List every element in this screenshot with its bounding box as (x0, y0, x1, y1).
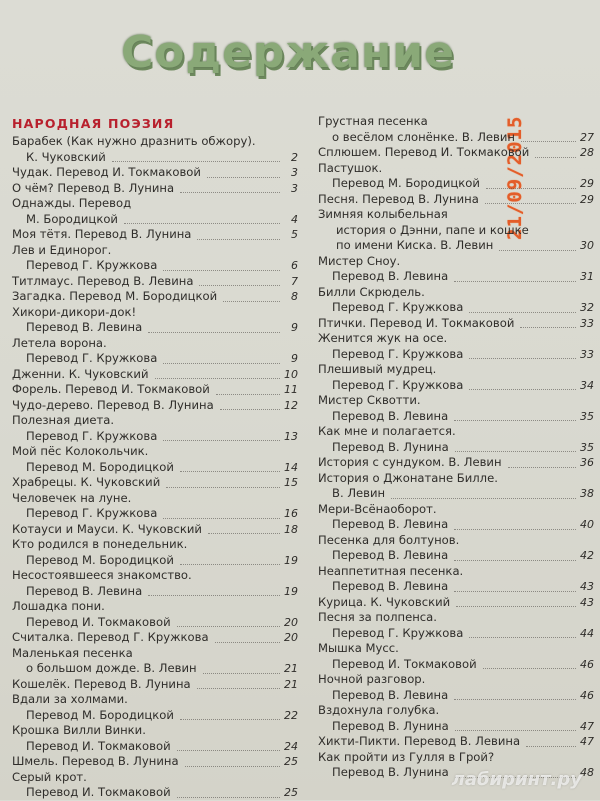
toc-entry (12, 770, 298, 786)
toc-page-number: 42 (580, 549, 594, 562)
toc-entry-title: Грустная песенка (318, 114, 428, 128)
toc-entry (318, 300, 594, 316)
toc-entry-title: Шмель. Перевод В. Лунина (12, 754, 179, 768)
toc-entry (318, 455, 594, 471)
leader-dots (180, 190, 280, 193)
toc-page-number: 14 (284, 460, 298, 474)
toc-entry-title: Перевод В. Левина (332, 517, 449, 531)
leader-dots (223, 299, 280, 302)
toc-entry-title: Перевод Г. Кружкова (26, 258, 158, 272)
toc-entry (318, 362, 594, 378)
leader-dots (185, 764, 280, 767)
toc-entry (318, 254, 594, 270)
toc-page-number: 46 (580, 688, 594, 702)
leader-dots (163, 361, 280, 364)
toc-entry (12, 785, 298, 801)
toc-entry (318, 192, 594, 208)
toc-entry-title: В. Левин (332, 486, 386, 500)
toc-page-number: 12 (284, 398, 298, 412)
toc-entry-title: Однажды. Перевод (12, 196, 132, 210)
leader-dots (180, 469, 280, 472)
toc-entry (12, 537, 298, 553)
toc-entry (12, 150, 298, 166)
toc-page-number: 6 (291, 259, 298, 272)
toc-page-number: 47 (580, 735, 594, 748)
toc-entry-title: Перевод И. Токмаковой (26, 614, 171, 629)
toc-entry (12, 661, 298, 677)
toc-page-number: 18 (284, 522, 298, 536)
toc-entry-title: Форель. Перевод И. Токмаковой (12, 382, 210, 396)
leader-dots (469, 635, 576, 638)
leader-dots (163, 516, 280, 519)
toc-page-number: 3 (291, 181, 298, 195)
toc-entry (318, 393, 594, 409)
toc-entry (12, 134, 298, 150)
toc-entry (318, 424, 594, 440)
toc-entry-title: Перевод М. Бородицкой (26, 459, 174, 474)
toc-page-number: 10 (284, 367, 298, 381)
toc-entry-title: Летела ворона. (12, 335, 107, 350)
toc-entry (12, 599, 298, 615)
toc-entry (318, 688, 594, 704)
toc-entry-title: Храбрецы. К. Чуковский (12, 475, 161, 489)
toc-entry (318, 331, 594, 347)
toc-page-number: 9 (291, 352, 298, 365)
leader-dots (508, 465, 576, 468)
toc-entry (12, 181, 298, 197)
leader-dots (486, 186, 576, 189)
toc-entry-title: Перевод М. Бородицкой (332, 176, 480, 190)
toc-entry (318, 161, 594, 177)
toc-entry (318, 285, 594, 301)
toc-page-number: 38 (580, 487, 594, 500)
toc-entry-title: Несостоявшееся знакомство. (12, 568, 192, 582)
toc-entry-title: Пастушок. (318, 160, 383, 175)
toc-entry-title: Серый крот. (12, 769, 87, 784)
toc-page-number: 5 (291, 228, 298, 241)
toc-page-number: 48 (580, 766, 594, 779)
toc-entry-title: Сплюшем. Перевод И. Токмаковой (318, 145, 530, 159)
leader-dots (148, 330, 280, 333)
toc-entry (318, 641, 594, 657)
leader-dots (485, 201, 576, 204)
leader-dots (521, 139, 576, 142)
leader-dots (203, 671, 280, 674)
toc-entry-title: Зимняя колыбельная (318, 207, 448, 221)
toc-left-column (12, 114, 298, 801)
toc-entry (318, 657, 594, 673)
toc-page-number: 13 (284, 429, 298, 443)
toc-entry-title: Моя тётя. Перевод В. Лунина (12, 227, 192, 241)
leader-dots (520, 325, 576, 328)
toc-entry-title: Вздохнула голубка. (318, 703, 440, 717)
leader-dots (216, 392, 280, 395)
leader-dots (454, 418, 576, 421)
leader-dots (155, 376, 280, 379)
toc-entry (318, 502, 594, 518)
toc-entry (12, 336, 298, 352)
toc-entry (318, 486, 594, 502)
toc-entry (12, 398, 298, 414)
leader-dots (469, 356, 576, 359)
toc-entry-title: Перевод В. Лунина (332, 439, 449, 454)
leader-dots (526, 744, 576, 747)
toc-entry (318, 471, 594, 487)
toc-entry (318, 378, 594, 394)
toc-entry-title: Титлмаус. Перевод В. Левина (12, 273, 194, 288)
leader-dots (148, 593, 280, 596)
toc-page-number: 43 (580, 580, 594, 593)
toc-entry (12, 305, 298, 321)
toc-entry-title: Перевод В. Левина (332, 687, 449, 702)
toc-right-column (318, 114, 594, 781)
toc-entry-title: Перевод В. Левина (332, 548, 449, 562)
toc-entry-title: Перевод И. Токмаковой (26, 785, 171, 799)
leader-dots (177, 624, 280, 627)
toc-entry-title: Загадка. Перевод М. Бородицкой (12, 289, 218, 303)
toc-page-number: 34 (580, 378, 594, 392)
leader-dots (535, 155, 576, 158)
toc-entry (12, 568, 298, 584)
toc-entry-title: Перевод В. Левина (332, 579, 449, 593)
toc-entry (318, 176, 594, 192)
toc-entry-title: Мистер Сквотти. (318, 393, 421, 407)
toc-page-number: 28 (580, 146, 594, 159)
toc-page-number: 15 (284, 476, 298, 489)
toc-entry (318, 750, 594, 766)
toc-entry-title: по имени Киска. В. Левин (336, 238, 494, 252)
toc-entry-title: Хикори-дикори-док! (12, 304, 137, 319)
toc-entry-title: Считалка. Перевод Г. Кружкова (12, 630, 209, 644)
toc-entry (318, 130, 594, 146)
toc-entry-title: Крошка Вилли Винки. (12, 723, 146, 737)
toc-page-number: 25 (284, 755, 298, 768)
toc-entry-title: Перевод В. Лунина (332, 765, 449, 779)
leader-dots (180, 562, 280, 565)
toc-entry (318, 672, 594, 688)
toc-entry (12, 584, 298, 600)
toc-entry (318, 238, 594, 254)
toc-entry (12, 723, 298, 739)
toc-page-number: 20 (284, 615, 298, 629)
toc-list-right (318, 114, 594, 781)
toc-page-number: 21 (284, 662, 298, 675)
toc-page-number: 36 (580, 456, 594, 469)
leader-dots (197, 686, 280, 689)
leader-dots (454, 697, 576, 700)
toc-entry-title: Перевод Г. Кружкова (26, 351, 158, 365)
toc-entry-title: Перевод И. Токмаковой (332, 656, 477, 671)
toc-entry (318, 440, 594, 456)
toc-page-number: 30 (580, 239, 594, 252)
toc-entry (318, 114, 594, 130)
toc-entry (12, 367, 298, 383)
toc-page-number: 21 (284, 677, 298, 691)
toc-entry (12, 692, 298, 708)
toc-entry (12, 630, 298, 646)
toc-entry-title: о большом дожде. В. Левин (26, 661, 197, 675)
toc-page-number: 25 (284, 786, 298, 799)
toc-entry-title: Птички. Перевод И. Токмаковой (318, 315, 515, 330)
toc-page-number: 19 (284, 584, 298, 598)
toc-entry-title: Курица. К. Чуковский (318, 594, 451, 609)
toc-entry (12, 351, 298, 367)
toc-entry (12, 522, 298, 538)
toc-entry-title: Женится жук на осе. (318, 331, 448, 345)
toc-entry-title: Перевод И. Токмаковой (26, 738, 171, 753)
toc-entry-title: Мышка Мусс. (318, 641, 399, 655)
toc-entry-title: Перевод В. Лунина (332, 718, 449, 733)
leader-dots (499, 248, 576, 251)
leader-dots (454, 527, 576, 530)
toc-page-number: 20 (284, 631, 298, 644)
toc-entry-title: М. Бородицкой (26, 211, 118, 226)
toc-entry (318, 703, 594, 719)
toc-entry-title: Мистер Сноу. (318, 253, 401, 268)
toc-entry-title: Перевод Г. Кружкова (332, 377, 464, 392)
toc-entry (12, 258, 298, 274)
leader-dots (208, 531, 280, 534)
toc-page-number: 4 (291, 212, 298, 226)
leader-dots (454, 589, 576, 592)
toc-entry-title: Перевод М. Бородицкой (26, 707, 174, 722)
toc-page-number: 8 (291, 290, 298, 303)
leader-dots (455, 728, 576, 731)
toc-page-number: 46 (580, 657, 594, 671)
toc-page-number: 29 (580, 177, 594, 190)
toc-page-number: 31 (580, 270, 594, 283)
toc-entry (318, 548, 594, 564)
toc-entry-title: Перевод Г. Кружкова (26, 506, 158, 520)
toc-entry (318, 409, 594, 425)
toc-entry-title: Барабек (Как нужно дразнить обжору). (12, 134, 256, 148)
toc-entry-title: Котауси и Мауси. К. Чуковский (12, 521, 202, 536)
toc-entry-title: История с сундуком. В. Левин (318, 455, 502, 469)
leader-dots (163, 268, 280, 271)
toc-entry (12, 754, 298, 770)
toc-entry (318, 207, 594, 223)
toc-entry-title: Полезная диета. (12, 413, 115, 427)
toc-entry (318, 145, 594, 161)
toc-entry-title: Хикти-Пикти. Перевод В. Левина (318, 734, 521, 748)
toc-page-number: 2 (291, 150, 298, 164)
leader-dots (215, 640, 280, 643)
toc-entry (12, 320, 298, 336)
watermark: лабиринт.ру (451, 769, 582, 790)
toc-entry (12, 739, 298, 755)
toc-entry (318, 223, 594, 239)
toc-entry (12, 196, 298, 212)
toc-entry (12, 289, 298, 305)
toc-entry (12, 553, 298, 569)
toc-page-number: 22 (284, 708, 298, 722)
toc-entry-title: Кто родился в понедельник. (12, 537, 188, 551)
toc-entry (318, 579, 594, 595)
toc-page-number: 24 (284, 739, 298, 753)
toc-entry-title: Ночной разговор. (318, 672, 426, 686)
toc-list-left (12, 134, 298, 801)
toc-entry (318, 595, 594, 611)
toc-page-number: 29 (580, 192, 594, 206)
toc-entry-title: Перевод Г. Кружкова (26, 428, 158, 443)
toc-entry-title: Песня. Перевод В. Лунина (318, 191, 479, 206)
leader-dots (177, 795, 280, 798)
toc-entry (12, 243, 298, 259)
toc-entry (318, 564, 594, 580)
toc-entry (12, 506, 298, 522)
toc-entry-title: Перевод В. Левина (332, 269, 449, 283)
toc-entry-title: К. Чуковский (26, 149, 106, 164)
toc-entry (12, 491, 298, 507)
toc-page-number: 47 (580, 719, 594, 733)
toc-entry (12, 444, 298, 460)
leader-dots (483, 666, 576, 669)
toc-entry-title: Перевод Г. Кружкова (332, 300, 464, 314)
toc-entry-title: Песня за полпенса. (318, 610, 437, 624)
toc-entry (12, 460, 298, 476)
leader-dots (177, 748, 280, 751)
leader-dots (391, 496, 576, 499)
leader-dots (124, 221, 280, 224)
toc-entry (12, 227, 298, 243)
toc-entry-title: история о Дэнни, папе и кошке (336, 222, 529, 237)
toc-entry (12, 708, 298, 724)
toc-entry (12, 274, 298, 290)
leader-dots (166, 485, 280, 488)
toc-page-number: 33 (580, 316, 594, 330)
toc-entry (318, 316, 594, 332)
leader-dots (469, 310, 576, 313)
toc-entry-title: Как пройти из Гулля в Грой? (318, 749, 495, 764)
toc-entry-title: Перевод В. Левина (26, 583, 143, 598)
toc-page-number: 16 (284, 507, 298, 520)
toc-page-number: 32 (580, 301, 594, 314)
page-title: Содержание (121, 27, 455, 78)
toc-entry (12, 677, 298, 693)
toc-entry (12, 429, 298, 445)
toc-entry-title: Человечек на луне. (12, 490, 132, 505)
toc-entry (12, 615, 298, 631)
toc-entry-title: Билли Скрюдель. (318, 284, 425, 299)
toc-entry (318, 347, 594, 363)
toc-entry (318, 626, 594, 642)
leader-dots (180, 717, 280, 720)
leader-dots (454, 279, 576, 282)
toc-entry (318, 610, 594, 626)
toc-entry-title: Чудо-дерево. Перевод В. Лунина (12, 397, 214, 412)
toc-entry-title: Перевод Г. Кружкова (332, 346, 464, 361)
toc-entry-title: Мери-Всёнаоборот. (318, 501, 437, 516)
leader-dots (220, 407, 280, 410)
toc-entry (12, 475, 298, 491)
toc-page-number: 3 (291, 166, 298, 179)
toc-entry-title: Вдали за холмами. (12, 692, 128, 706)
toc-entry (318, 734, 594, 750)
toc-entry-title: Как мне и полагается. (318, 424, 456, 438)
toc-entry (12, 646, 298, 662)
toc-page-number: 19 (284, 553, 298, 567)
toc-page-number: 33 (580, 347, 594, 361)
date-stamp: 21/09/2015 (504, 115, 526, 240)
toc-entry (318, 269, 594, 285)
leader-dots (207, 175, 280, 178)
toc-entry (318, 533, 594, 549)
toc-page-number: 35 (580, 409, 594, 423)
toc-entry-title: Перевод Г. Кружкова (332, 625, 464, 640)
toc-entry-title: Лошадка пони. (12, 599, 105, 613)
toc-entry (12, 212, 298, 228)
toc-entry (12, 382, 298, 398)
toc-page-number: 44 (580, 626, 594, 640)
toc-entry (318, 719, 594, 735)
toc-entry-title: История о Джонатане Билле. (318, 470, 498, 485)
leader-dots (455, 449, 576, 452)
leader-dots (454, 558, 576, 561)
toc-entry-title: Чудак. Перевод И. Токмаковой (12, 165, 201, 179)
toc-entry (12, 165, 298, 181)
toc-entry-title: Маленькая песенка (12, 645, 133, 660)
toc-entry-title: Перевод В. Левина (332, 408, 449, 423)
toc-entry (12, 413, 298, 429)
toc-page-number: 9 (291, 321, 298, 334)
toc-entry-title: Дженни. К. Чуковский (12, 366, 149, 381)
toc-page-number: 40 (580, 518, 594, 531)
leader-dots (163, 438, 280, 441)
toc-entry (318, 517, 594, 533)
toc-entry-title: Песенка для болтунов. (318, 532, 460, 547)
toc-page-number: 43 (580, 595, 594, 609)
toc-entry-title: Неаппетитная песенка. (318, 563, 464, 578)
leader-dots (469, 387, 576, 390)
toc-entry-title: Кошелёк. Перевод В. Лунина (12, 676, 191, 691)
leader-dots (456, 604, 576, 607)
section-heading: НАРОДНАЯ ПОЭЗИЯ (12, 116, 175, 131)
toc-page-number: 27 (580, 130, 594, 144)
toc-entry-title: Лев и Единорог. (12, 242, 112, 257)
toc-entry-title: Перевод В. Левина (26, 320, 143, 334)
toc-entry-title: Плешивый мудрец. (318, 362, 437, 376)
toc-page-number: 11 (284, 383, 298, 396)
toc-page-number: 7 (291, 274, 298, 288)
toc-page-number: 35 (580, 440, 594, 454)
toc-entry-title: о весёлом слонёнке. В. Левин (332, 129, 515, 144)
leader-dots (199, 283, 280, 286)
toc-entry-title: О чём? Перевод В. Лунина (12, 180, 175, 195)
toc-entry-title: Перевод М. Бородицкой (26, 552, 174, 567)
toc-entry-title: Мой пёс Колокольчик. (12, 444, 149, 458)
leader-dots (112, 159, 280, 162)
leader-dots (197, 237, 280, 240)
